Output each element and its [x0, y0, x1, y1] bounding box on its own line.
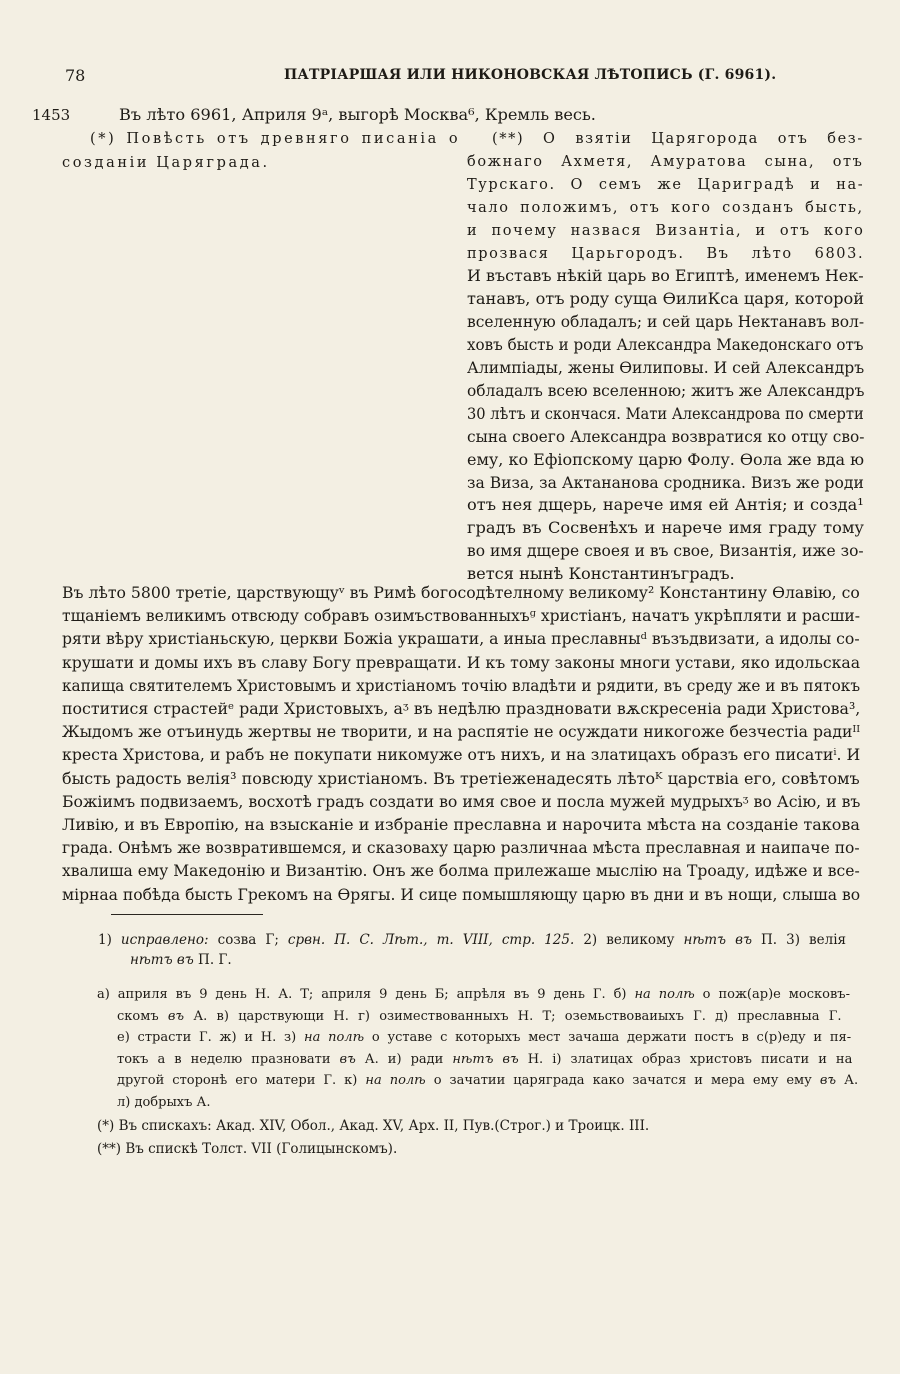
- text-line: ряти вѣру христіаньскую, церкви Божіа украшати, а иныа преславныᵈ възъдвизати, а идолы со-: [62, 629, 860, 649]
- right-column-line: сына своего Александра возвратися ко отцу сво-: [467, 426, 865, 446]
- running-title: ПАТРІАРШАЯ ИЛИ НИКОНОВСКАЯ ЛѢТОПИСЬ (Г. 6961).: [284, 67, 777, 83]
- page-number: 78: [65, 66, 86, 85]
- opening-line: Въ лѣто 6961, Априля 9ᵃ, выгорѣ Москва⁶, Кремль весь.: [119, 105, 596, 124]
- variant-line: е) страсти Г. ж) и Н. з) на полѣ о уставе с которыхъ мест зачаша держати постъ в с(р)еду и пя-: [117, 1030, 852, 1046]
- left-heading-line: (*) Повѣсть отъ древняго писаніа о: [90, 131, 461, 147]
- variant-line: л) добрыхъ А.: [117, 1095, 211, 1110]
- text-line: тщаніемъ великимъ отвсюду собравъ озимъствованныхъᶢ христіанъ, начатъ укрѣпляти и расши-: [62, 606, 861, 626]
- right-column-line: градъ въ Сосвенѣхъ и нарече имя граду тому: [467, 518, 864, 538]
- text-line: града. Онѣмъ же возвратившемся, и сказоваху царю различнаа мѣста преславная и наипаче по-: [62, 838, 860, 858]
- footnote-rule: [111, 914, 263, 915]
- right-column-line: Алимпіады, жены Ѳилиповы. И сей Александръ: [467, 358, 865, 377]
- variant-line: а) априля въ 9 день Н. А. Т; априля 9 день Б; апрѣля въ 9 день Г. б) на полѣ о пож(ар)е московъ-: [97, 987, 850, 1002]
- right-column-line: вселенную обладалъ; и сей царь Нектанавъ вол-: [467, 312, 865, 332]
- footnote-line: нѣтъ въ П. Г.: [130, 952, 232, 968]
- margin-year: 1453: [32, 106, 71, 124]
- text-line: мірнаа побѣда бысть Грекомъ на Ѳрягы. И сице помышляющу царю въ дни и въ нощи, слыша во: [62, 884, 861, 904]
- right-column-line: отъ нея дщерь, нарече имя ей Антія; и созда¹: [467, 495, 864, 515]
- text-line: Въ лѣто 5800 третіе, царствующуᵛ въ Римѣ богосодѣтелному великому² Константину Ѳлавію, со: [62, 583, 860, 602]
- variant-line: скомъ въ А. в) царствующи Н. г) озимествованныхъ Н. Т; оземьствоваиыхъ Г. д) преславныа Г.: [117, 1008, 842, 1024]
- variant-line: токъ а в неделю празновати въ А. и) ради нѣтъ въ Н. і) златицах образ христовъ писати и на: [117, 1051, 853, 1067]
- text-line: Божіимъ подвизаемъ, восхотѣ градъ создати во имя свое и посла мужей мудрыхъᶾ во Асію, и въ: [62, 791, 861, 811]
- text-line: поститися страстейᵉ ради Христовыхъ, аᶾ въ недѣлю праздновати вѫскресеніа ради Христова³,: [62, 699, 861, 718]
- text-line: крушати и домы ихъ въ славу Богу превращати. И къ тому законы многи устави, яко идольскаа: [62, 652, 861, 672]
- source-line: (*) Въ спискахъ: Акад. XIV, Обол., Акад. XV, Арх. II, Пув.(Строг.) и Троицк. III.: [97, 1118, 650, 1134]
- text-line: Ливію, и въ Европію, на взысканіе и избраніе преславна и нарочита мѣста на созданіе такова: [62, 815, 860, 834]
- left-heading-line: созданіи Царяграда.: [62, 155, 270, 171]
- right-column-line: ховъ бысть и роди Александра Македонскаго отъ: [467, 335, 864, 355]
- running-header: [0, 66, 900, 90]
- right-column-line: И въставъ нѣкій царь во Египтѣ, именемъ Нек-: [467, 266, 864, 286]
- right-column-line: чало положимъ, отъ кого созданъ бысть,: [467, 199, 864, 216]
- right-column-line: прозвася Царьгородъ. Въ лѣто 6803.: [467, 245, 865, 262]
- right-column-line: 30 лѣтъ и скончася. Мати Александрова по смерти: [467, 403, 864, 423]
- right-column-line: за Виза, за Актананова сродника. Визъ же роди: [467, 472, 864, 492]
- right-column-line: божнаго Ахметя, Амуратова сына, отъ: [467, 153, 864, 170]
- right-column-line: (**) О взятіи Царягорода отъ без-: [492, 131, 864, 147]
- right-column-line: и почему назвася Византіа, и отъ кого: [467, 222, 865, 239]
- text-line: Жыдомъ же отъинудь жертвы не творити, и на распятіе не осуждати никогоже безчестіа радиᴵᴵ: [62, 722, 861, 742]
- right-column-line: танавъ, отъ роду суща ѲилиКса царя, которой: [467, 289, 865, 309]
- text-line: бысть радость велія³ повсюду христіаномъ. Въ третіеженадесять лѣтоᴷ царствіа его, совѣтомъ: [62, 768, 860, 788]
- source-line: (**) Въ спискѣ Толст. VII (Голицынскомъ).: [97, 1141, 398, 1157]
- text-line: хвалиша ему Македонію и Византію. Онъ же болма прилежаше мыслію на Троаду, идѣже и все-: [62, 861, 860, 881]
- right-column-line: Турскаго. О семъ же Цариградѣ и на-: [467, 176, 865, 193]
- right-column-line: ему, ко Ефіопскому царю Фолу. Ѳола же вда ю: [467, 449, 865, 469]
- right-column-line: во имя дщере своея и въ свое, Византія, иже зо-: [467, 541, 864, 561]
- footnote-line: 1) исправлено: созва Г; срвн. П. С. Лѣт., т. VIII, стр. 125. 2) великому нѣтъ въ П. 3) велія: [98, 932, 847, 948]
- right-column-line: обладалъ всею вселенною; житъ же Александръ: [467, 380, 865, 400]
- right-column-line: вется нынѣ Константинъградъ.: [467, 564, 735, 584]
- text-line: капища святителемъ Христовымъ и христіаномъ точію владѣти и рядити, въ среду же и въ пятокъ: [62, 675, 861, 695]
- variant-line: другой сторонѣ его матери Г. к) на полѣ о зачатии царяграда како зачатся и мера ему ему въ А.: [117, 1073, 859, 1089]
- text-line: креста Христова, и рабъ не покупати никомуже отъ нихъ, и на златицахъ образъ его писатиⁱ. И: [62, 745, 861, 765]
